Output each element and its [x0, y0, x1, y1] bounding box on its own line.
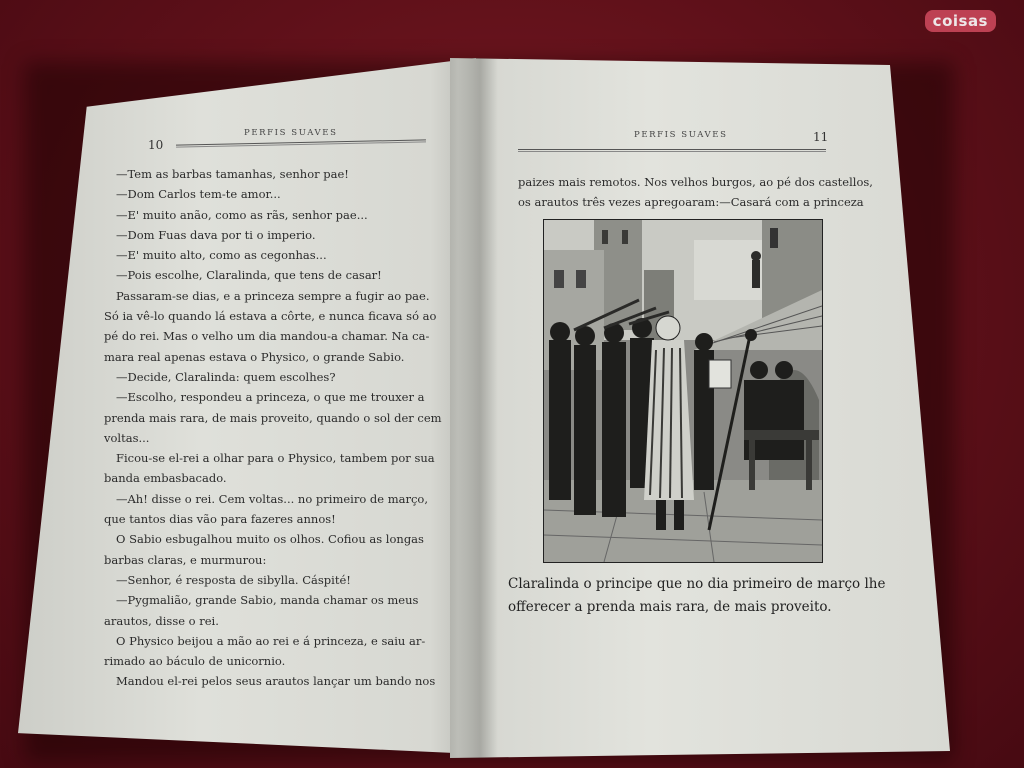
left-page-number: 10	[148, 138, 164, 152]
text-line: rimado ao báculo de unicornio.	[104, 654, 286, 669]
text-line: —Tem as barbas tamanhas, senhor pae!	[116, 167, 349, 181]
right-page-number: 11	[813, 130, 829, 144]
text-line: —Ah! disse o rei. Cem voltas... no primeiro de março,	[116, 491, 429, 506]
text-line: —Pygmalião, grande Sabio, manda chamar os meus	[116, 593, 419, 608]
text-line: mara real apenas estava o Physico, o grande Sabio.	[104, 349, 405, 364]
text-line: —Escolho, respondeu a princeza, o que me trouxer a	[116, 390, 425, 405]
text-line: —E' muito anão, como as rãs, senhor pae...	[116, 207, 368, 222]
left-running-head: PERFIS SUAVES	[244, 128, 338, 138]
text-line: voltas...	[104, 430, 150, 445]
text-line: banda embasbacado.	[104, 471, 227, 486]
text-line: barbas claras, e murmurou:	[104, 552, 267, 567]
text-line: pé do rei. Mas o velho um dia mandou-a chamar. Na ca-	[104, 329, 430, 344]
text-line: prenda mais rara, de mais proveito, quando o sol der cem	[104, 410, 442, 425]
text-line: Passaram-se dias, e a princeza sempre a fugir ao pae.	[116, 288, 430, 303]
right-page-text	[518, 172, 873, 213]
text-line: que tantos dias vão para fazeres annos!	[104, 512, 336, 527]
text-line: Ficou-se el-rei a olhar para o Physico, tambem por sua	[116, 451, 435, 466]
illustration-caption	[508, 573, 885, 619]
text-line: O Physico beijou a mão ao rei e á princeza, e saiu ar-	[116, 633, 426, 648]
caption-line: Claralinda o principe que no dia primeiro de março lhe	[508, 576, 886, 592]
text-line: —Senhor, é resposta de sibylla. Cáspité!	[116, 572, 351, 587]
left-page-text	[104, 164, 442, 692]
watermark-logo: coisas	[925, 10, 996, 32]
text-line: —Dom Fuas dava por ti o imperio.	[116, 227, 316, 242]
text-line: os arautos três vezes apregoaram:—Casará com a princeza	[518, 195, 864, 210]
text-line: arautos, disse o rei.	[104, 613, 219, 628]
text-line: —E' muito alto, como as cegonhas...	[116, 248, 327, 263]
text-line: —Dom Carlos tem-te amor...	[116, 187, 281, 202]
caption-line: offerecer a prenda mais rara, de mais proveito.	[508, 599, 832, 615]
text-line: —Decide, Claralinda: quem escolhes?	[116, 369, 336, 384]
text-line: —Pois escolhe, Claralinda, que tens de casar!	[116, 268, 382, 283]
herald-illustration	[543, 219, 823, 563]
text-line: Mandou el-rei pelos seus arautos lançar um bando nos	[116, 674, 436, 689]
text-line: Só ia vê-lo quando lá estava a côrte, e nunca ficava só ao	[104, 309, 437, 324]
right-running-head: PERFIS SUAVES	[634, 130, 728, 140]
book-gutter	[458, 58, 498, 758]
right-header-rule	[518, 149, 826, 152]
text-line: paizes mais remotos. Nos velhos burgos, ao pé dos castellos,	[518, 175, 873, 189]
text-line: O Sabio esbugalhou muito os olhos. Cofiou as longas	[116, 532, 424, 547]
